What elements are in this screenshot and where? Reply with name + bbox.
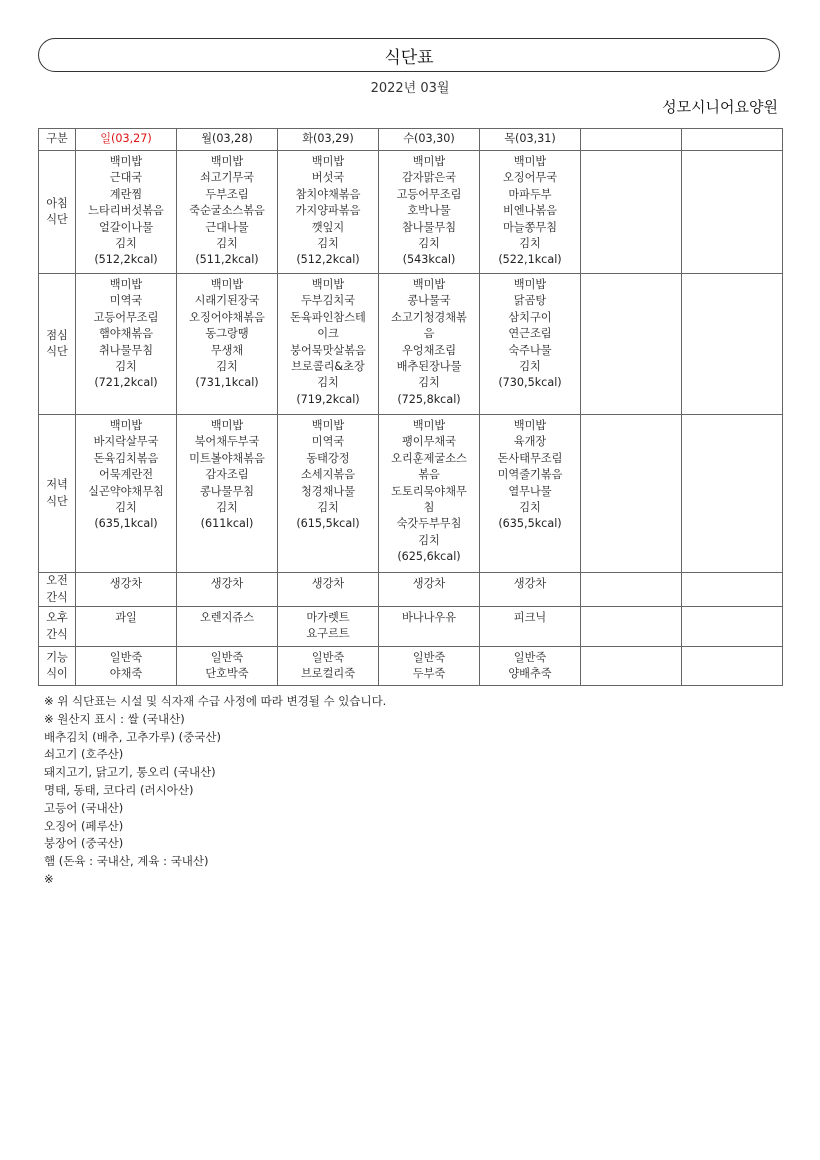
menu-item: 근대나물	[205, 220, 249, 234]
menu-item: 미트볼야채볶음	[189, 451, 265, 465]
menu-item: (725,8kcal)	[397, 392, 461, 406]
menu-item: 피크닉	[513, 611, 547, 624]
menu-item: 야채죽	[109, 667, 143, 681]
menu-item: 백미밥	[210, 419, 244, 432]
menu-item: (512,2kcal)	[296, 253, 360, 267]
menu-item: (615,5kcal)	[296, 517, 360, 531]
menu-item: 참나물무침	[401, 220, 457, 234]
header-day-monday: 월(03,28)	[177, 129, 278, 151]
row-label-line: 식단	[46, 494, 68, 508]
menu-item: 삼치구이	[508, 310, 552, 324]
menu-item: 근대국	[109, 171, 143, 185]
menu-cell	[682, 274, 783, 415]
menu-item: 참치야채볶음	[295, 187, 361, 201]
menu-item: 두부김치국	[300, 294, 356, 308]
menu-cell	[682, 151, 783, 274]
menu-item: 김치	[216, 501, 238, 515]
note-line: 배추김치 (배추, 고추가루) (중국산)	[44, 729, 221, 744]
row-label	[39, 415, 76, 573]
menu-item: 느타리버섯볶음	[88, 204, 164, 218]
menu-item: 우엉채조림	[401, 343, 457, 357]
row-label	[39, 274, 76, 415]
row-label	[39, 607, 76, 647]
header-day-empty-2	[682, 129, 783, 151]
menu-cell	[581, 607, 682, 647]
menu-item: 숙갓두부무침	[396, 517, 462, 531]
menu-item: 가지양파볶음	[295, 204, 361, 218]
menu-item: 침	[423, 501, 435, 515]
menu-cell	[682, 573, 783, 607]
menu-cell	[581, 151, 682, 274]
menu-item: 버섯국	[311, 171, 345, 185]
menu-item: 취나물무침	[98, 343, 154, 357]
row-label	[39, 573, 76, 607]
menu-item: 청경채나물	[300, 484, 356, 498]
row-label-line: 식단	[46, 345, 68, 358]
menu-item: 백미밥	[412, 419, 446, 432]
menu-item: 콩나물무침	[199, 484, 255, 498]
menu-cell	[379, 647, 480, 686]
menu-item: 바나나우유	[401, 611, 457, 624]
menu-item: 백미밥	[513, 419, 547, 432]
menu-cell	[480, 647, 581, 686]
menu-item: 죽순굴소스볶음	[189, 204, 265, 218]
menu-item: 김치	[216, 360, 238, 374]
menu-item: 고등어무조림	[93, 310, 159, 324]
menu-cell	[480, 151, 581, 274]
note-line: 명태, 동태, 코다리 (러시아산)	[44, 782, 194, 797]
menu-item: 백미밥	[311, 155, 345, 168]
menu-cell	[379, 573, 480, 607]
menu-item: 마파두부	[508, 187, 552, 201]
menu-item: 동그랑땡	[205, 327, 249, 341]
menu-cell	[682, 415, 783, 573]
row-label-line: 오후	[46, 611, 68, 625]
page-title: 식단표	[384, 47, 434, 68]
menu-item: 돈육김치볶음	[93, 451, 159, 465]
menu-item: 백미밥	[109, 419, 143, 432]
menu-item: 백미밥	[513, 155, 547, 168]
menu-item: 김치	[519, 501, 541, 515]
menu-item: 계란찜	[109, 187, 143, 201]
menu-cell	[76, 573, 177, 607]
menu-item: 감자조림	[205, 468, 249, 482]
menu-row-dinner	[39, 415, 783, 573]
note-line: 고등어 (국내산)	[44, 800, 124, 815]
menu-item: 소세지볶음	[300, 468, 356, 482]
menu-item: 도토리묵야채무	[391, 484, 467, 498]
menu-item: 볶음	[418, 468, 440, 482]
note-line: 오징어 (페루산)	[44, 818, 124, 833]
menu-cell	[177, 647, 278, 686]
menu-item: 깻잎지	[311, 220, 345, 234]
menu-cell	[76, 607, 177, 647]
menu-item: 육개장	[513, 435, 547, 449]
menu-cell	[278, 647, 379, 686]
header-day-sunday: 일(03,27)	[76, 129, 177, 151]
menu-row-morning-snack	[39, 573, 783, 607]
menu-item: 닭곰탕	[513, 294, 547, 308]
menu-item: 일반죽	[210, 651, 244, 664]
menu-item: 시래기된장국	[194, 294, 260, 308]
menu-item: 배추된장나물	[396, 360, 462, 374]
menu-item: 김치	[519, 237, 541, 251]
menu-item: 과일	[115, 611, 137, 624]
row-label-line: 식이	[46, 666, 68, 680]
menu-cell	[177, 607, 278, 647]
menu-item: 김치	[418, 237, 440, 251]
menu-cell	[278, 607, 379, 647]
menu-item: (511,2kcal)	[195, 253, 259, 267]
menu-item: 브로컬리죽	[300, 667, 356, 681]
menu-row-afternoon-snack	[39, 607, 783, 647]
menu-item: 연근조림	[508, 327, 552, 341]
menu-item: 요구르트	[306, 627, 350, 641]
menu-item: 열무나물	[508, 484, 552, 498]
menu-item: 두부죽	[412, 667, 446, 681]
menu-cell	[177, 573, 278, 607]
menu-item: 김치	[216, 237, 238, 251]
menu-item: 동태강정	[306, 451, 350, 465]
note-line: 햄 (돈육 : 국내산, 계육 : 국내산)	[44, 854, 209, 869]
header-category: 구분	[39, 129, 76, 151]
menu-item: 소고기청경채볶	[391, 310, 467, 324]
menu-item: (635,5kcal)	[498, 517, 562, 531]
menu-item: 백미밥	[412, 278, 446, 291]
menu-cell	[278, 151, 379, 274]
menu-cell	[682, 607, 783, 647]
menu-month: 2022년 03월	[370, 81, 450, 96]
menu-item: 일반죽	[109, 651, 143, 664]
menu-cell	[177, 151, 278, 274]
header-day-tuesday: 화(03,29)	[278, 129, 379, 151]
menu-item: 일반죽	[311, 651, 345, 664]
menu-item: 어묵계란전	[98, 468, 154, 482]
menu-item: 일반죽	[513, 651, 547, 664]
menu-item: (512,2kcal)	[94, 253, 158, 267]
menu-item: 두부조림	[205, 187, 249, 201]
menu-item: 붕어묵맛살볶음	[290, 343, 366, 357]
notes-section	[44, 693, 386, 889]
menu-item: 김치	[115, 360, 137, 374]
menu-item: 마가렛트	[306, 611, 350, 624]
menu-item: 백미밥	[311, 419, 345, 432]
menu-item: 생강차	[412, 577, 446, 590]
menu-item: 김치	[317, 376, 339, 390]
menu-cell	[278, 573, 379, 607]
menu-cell	[480, 415, 581, 573]
note-line: 돼지고기, 닭고기, 통오리 (국내산)	[44, 765, 216, 780]
menu-item: 생강차	[210, 577, 244, 590]
note-line: 붕장어 (중국산)	[44, 836, 124, 851]
menu-cell	[581, 415, 682, 573]
menu-item: 김치	[519, 360, 541, 374]
menu-item: (611kcal)	[200, 517, 254, 531]
menu-item: 김치	[418, 533, 440, 547]
menu-cell	[177, 274, 278, 415]
row-label-line: 식단	[46, 213, 68, 226]
menu-item: (730,5kcal)	[498, 376, 562, 390]
header-day-wednesday: 수(03,30)	[379, 129, 480, 151]
menu-item: 생강차	[311, 577, 345, 590]
menu-cell	[379, 151, 480, 274]
row-label-line: 저녁	[46, 478, 68, 492]
menu-cell	[379, 415, 480, 573]
menu-cell	[76, 415, 177, 573]
menu-item: 햄야채볶음	[98, 327, 154, 341]
menu-cell	[76, 647, 177, 686]
menu-item: 미역줄기볶음	[497, 468, 563, 482]
menu-item: 마늘쫑무침	[502, 220, 558, 234]
note-line: ※ 위 식단표는 시설 및 식자재 수급 사정에 따라 변경될 수 있습니다.	[44, 694, 387, 708]
menu-item: 돈육파인참스테	[290, 310, 366, 324]
title-banner	[38, 38, 780, 72]
row-label-line: 간식	[46, 627, 68, 641]
row-label-line: 간식	[46, 590, 68, 604]
menu-cell	[581, 647, 682, 686]
row-label-line: 점심	[46, 328, 68, 342]
menu-item: 실곤약야채무침	[88, 484, 164, 498]
menu-row-functional-diet	[39, 647, 783, 686]
menu-cell	[278, 274, 379, 415]
menu-cell	[480, 274, 581, 415]
menu-item: 팽이무채국	[401, 435, 457, 449]
menu-item: 김치	[418, 376, 440, 390]
menu-item: 무생채	[210, 343, 244, 357]
menu-cell	[76, 151, 177, 274]
menu-item: (635,1kcal)	[94, 517, 158, 531]
row-label-line: 아침	[46, 196, 68, 210]
note-line: ※	[44, 871, 54, 886]
menu-cell	[177, 415, 278, 573]
menu-row-breakfast	[39, 151, 783, 274]
menu-cell	[480, 573, 581, 607]
menu-item: 일반죽	[412, 651, 446, 664]
menu-item: 백미밥	[513, 278, 547, 291]
menu-item: 고등어무조림	[396, 187, 462, 201]
menu-item: 백미밥	[210, 155, 244, 168]
menu-item: (719,2kcal)	[296, 392, 360, 406]
menu-row-lunch	[39, 274, 783, 415]
menu-cell	[379, 274, 480, 415]
menu-item: 김치	[115, 501, 137, 515]
menu-item: (522,1kcal)	[498, 253, 562, 267]
menu-item: 감자맑은국	[401, 171, 457, 185]
header-day-empty-1	[581, 129, 682, 151]
menu-item: 김치	[317, 237, 339, 251]
row-label	[39, 151, 76, 274]
menu-cell	[581, 274, 682, 415]
menu-item: 숙주나물	[508, 343, 552, 357]
menu-item: 얼갈이나물	[98, 220, 154, 234]
organization-name: 성모시니어요양원	[662, 98, 778, 116]
menu-item: 이크	[317, 327, 339, 341]
header-row	[39, 129, 783, 151]
menu-cell	[480, 607, 581, 647]
menu-item: 호박나물	[407, 204, 451, 218]
menu-item: (731,1kcal)	[195, 376, 259, 390]
menu-item: 북어채두부국	[194, 435, 260, 449]
menu-item: 돈사태무조림	[497, 451, 563, 465]
menu-item: 오징어무국	[502, 171, 558, 185]
menu-item: 바지락살무국	[93, 435, 159, 449]
note-line: 쇠고기 (호주산)	[44, 747, 124, 762]
menu-cell	[682, 647, 783, 686]
menu-item: 음	[423, 327, 435, 341]
menu-item: 생강차	[513, 577, 547, 590]
row-label	[39, 647, 76, 686]
menu-item: 비엔나볶음	[502, 204, 558, 218]
menu-item: 양배추죽	[508, 667, 552, 681]
header-day-thursday: 목(03,31)	[480, 129, 581, 151]
menu-item: 김치	[115, 237, 137, 251]
note-line: ※ 원산지 표시 : 쌀 (국내산)	[44, 711, 185, 726]
menu-item: 생강차	[109, 577, 143, 590]
menu-item: 미역국	[109, 294, 143, 308]
menu-item: 백미밥	[210, 278, 244, 291]
row-label-line: 오전	[46, 574, 68, 588]
menu-table	[38, 128, 783, 686]
menu-item: (625,6kcal)	[397, 550, 461, 564]
menu-item: 미역국	[311, 435, 345, 449]
menu-item: 오리훈제굴소스	[391, 451, 467, 465]
menu-item: 오징어야채볶음	[189, 310, 265, 324]
menu-cell	[278, 415, 379, 573]
menu-cell	[76, 274, 177, 415]
menu-item: 콩나물국	[407, 294, 451, 308]
menu-item: 백미밥	[412, 155, 446, 168]
menu-item: 쇠고기무국	[199, 171, 255, 185]
menu-item: 백미밥	[109, 278, 143, 291]
menu-item: 김치	[317, 501, 339, 515]
menu-cell	[379, 607, 480, 647]
menu-item: (721,2kcal)	[94, 376, 158, 390]
menu-item: (543kcal)	[402, 253, 456, 267]
menu-item: 단호박죽	[205, 667, 249, 681]
menu-item: 오렌지쥬스	[199, 611, 255, 624]
menu-item: 백미밥	[109, 155, 143, 168]
menu-item: 백미밥	[311, 278, 345, 291]
menu-cell	[581, 573, 682, 607]
menu-item: 브로콜리&초장	[291, 360, 365, 374]
row-label-line: 기능	[46, 650, 68, 664]
